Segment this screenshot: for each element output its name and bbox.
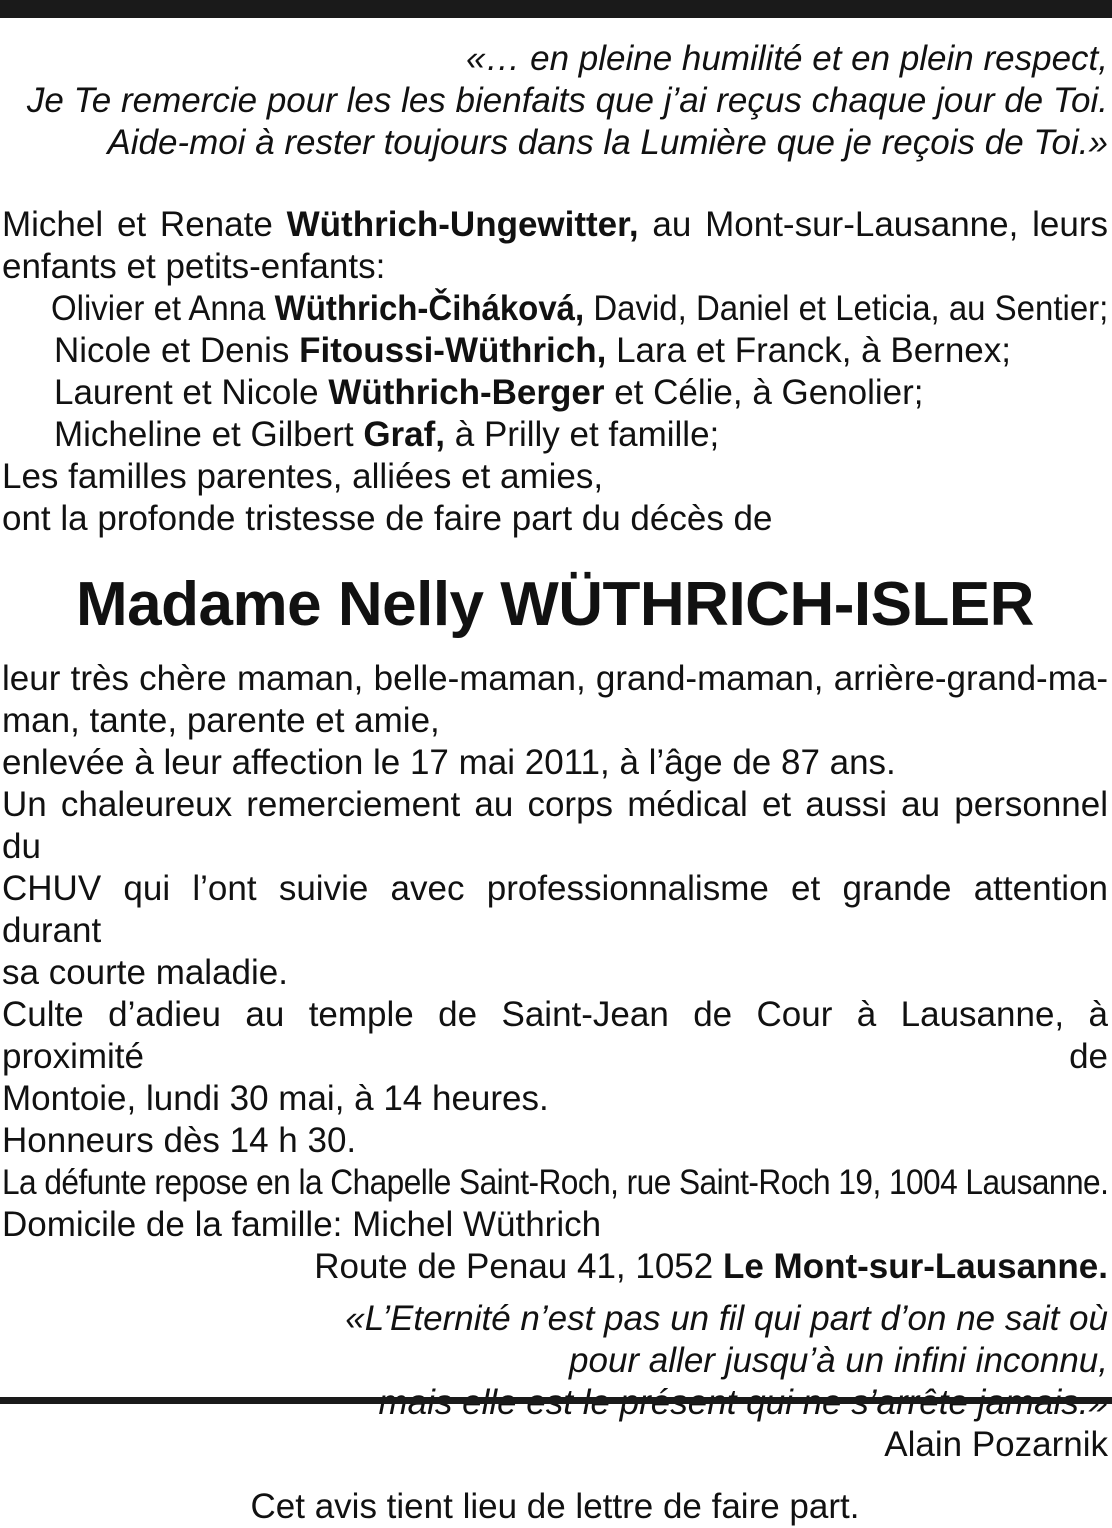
bottom-border <box>0 1397 1112 1404</box>
body-line: man, tante, parente et amie, <box>2 701 440 740</box>
quote-line: Aide-moi à rester toujours dans la Lumière que je reçois de Toi.» <box>107 123 1108 162</box>
body-line: enlevée à leur affection le 17 mai 2011, à l’âge de 87 ans. <box>2 743 896 782</box>
member-details: Lara et Franck, à Bernex; <box>616 331 1011 370</box>
member-surname: Graf, <box>363 415 446 454</box>
quote-line: Je Te remercie pour les les bienfaits que j’ai reçus chaque jour de Toi. <box>26 81 1108 120</box>
footer-note: Cet avis tient lieu de lettre de faire part. <box>250 1487 860 1526</box>
top-border <box>0 0 1112 18</box>
quote-line: «… en pleine humilité et en plein respect, <box>465 39 1108 78</box>
deceased-name: Madame Nelly WÜTHRICH-ISLER <box>76 570 1034 639</box>
family-list <box>2 204 1108 540</box>
body-line: Domicile de la famille: Michel Wüthrich <box>2 1205 602 1244</box>
address-street: Route de Penau 41, 1052 <box>314 1247 714 1286</box>
quote-author: Alain Pozarnik <box>884 1425 1108 1464</box>
closing-quote <box>2 1298 1108 1466</box>
member-names: Micheline et Gilbert <box>54 415 354 454</box>
member-names: Nicole et Denis <box>54 331 290 370</box>
family-member <box>2 414 1108 456</box>
relatives-line: Les familles parentes, alliées et amies, <box>2 457 604 496</box>
obituary-notice <box>2 38 1108 1528</box>
family-line <box>2 204 1108 246</box>
body-line: sa courte maladie. <box>2 953 288 992</box>
body-line: leur très chère maman, belle-maman, grand-maman, arrière-grand-ma- <box>2 659 1108 698</box>
announcement-line: ont la profonde tristesse de faire part du décès de <box>2 499 773 538</box>
member-surname: Wüthrich-Čiháková, <box>274 289 585 328</box>
family-member <box>2 288 1109 330</box>
body-line: Un chaleureux remerciement au corps médical et aussi au personnel du <box>2 785 1108 866</box>
quote-line: «L’Eternité n’est pas un fil qui part d’on ne sait où <box>345 1299 1108 1338</box>
member-surname: Fitoussi-Wüthrich, <box>299 331 607 370</box>
member-details: David, Daniel et Leticia, au Sentier; <box>593 289 1109 328</box>
member-names: Laurent et Nicole <box>54 373 319 412</box>
family-line: enfants et petits-enfants: <box>2 247 386 286</box>
notice-body <box>2 658 1108 1288</box>
body-line: La défunte repose en la Chapelle Saint-Roch, rue Saint-Roch 19, 1004 Lausanne. <box>2 1163 1109 1202</box>
member-surname: Wüthrich-Berger <box>328 373 605 412</box>
family-address <box>2 1246 1108 1288</box>
member-details: à Prilly et famille; <box>454 415 720 454</box>
family-location: au Mont-sur-Lausanne, leurs <box>652 205 1108 244</box>
family-first-names: Michel et Renate <box>2 205 273 244</box>
address-city: Le Mont-sur-Lausanne. <box>722 1247 1108 1286</box>
member-details: et Célie, à Genolier; <box>614 373 924 412</box>
body-line: Honneurs dès 14 h 30. <box>2 1121 357 1160</box>
quote-line: pour aller jusqu’à un infini inconnu, <box>569 1341 1108 1380</box>
body-line: Montoie, lundi 30 mai, à 14 heures. <box>2 1079 549 1118</box>
family-member <box>2 372 1108 414</box>
opening-quote <box>2 38 1108 164</box>
family-member <box>2 330 1108 372</box>
member-names: Olivier et Anna <box>50 289 266 328</box>
body-line: CHUV qui l’ont suivie avec professionnalisme et grande attention durant <box>2 869 1108 950</box>
body-line: Culte d’adieu au temple de Saint-Jean de Cour à Lausanne, à proximité de <box>2 995 1108 1076</box>
family-surname: Wüthrich-Ungewitter, <box>286 205 639 244</box>
